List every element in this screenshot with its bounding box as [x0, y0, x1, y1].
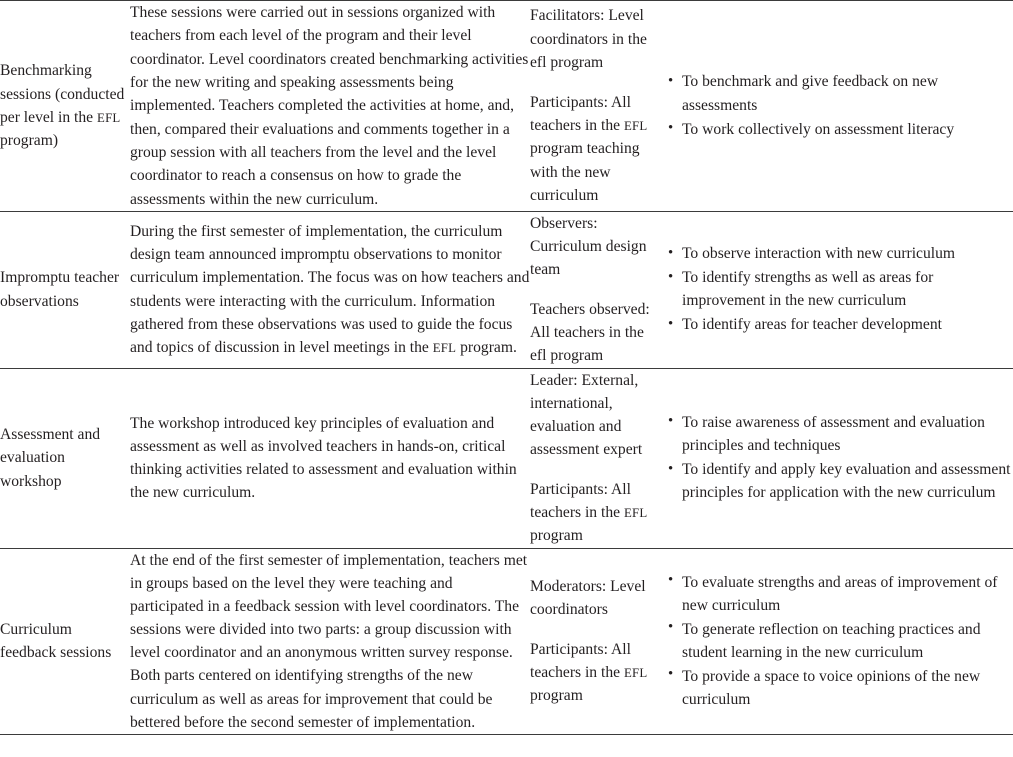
people-entry: [530, 369, 663, 462]
people-text-pre: Observers: Curriculum design team: [530, 214, 647, 279]
people-entry: [530, 212, 663, 282]
cell-objectives: [663, 368, 1013, 548]
objectives-list: [663, 571, 1013, 711]
description-text-post: program.: [456, 339, 517, 357]
cell-people: [530, 1, 663, 212]
table-body: [0, 1, 1013, 735]
objective-item: • To provide a space to voice opinions of the new curriculum: [682, 665, 1013, 711]
table-row: [0, 368, 1013, 548]
objective-item: • To work collectively on assessment literacy: [682, 118, 1013, 141]
activity-name: [0, 59, 130, 152]
cell-description: [130, 368, 530, 548]
activity-name: [0, 618, 130, 664]
objective-item: • To observe interaction with new curriculum: [682, 242, 1013, 265]
activity-text-post: program): [0, 132, 59, 150]
people-entry: [530, 4, 663, 74]
description-text-pre: During the first semester of implementation, the curriculum design team announced impromptu observations to monitor curriculum implementation. The focus was on how teachers and students were interacting with the curriculum. Information gathered from these observations was used to guide the focus and topics of discussion in level meetings in the: [130, 223, 530, 357]
objective-item: • To generate reflection on teaching practices and student learning in the new curriculum: [682, 618, 1013, 664]
activity-text-pre: Assessment and evaluation workshop: [0, 426, 101, 490]
people-entry: [530, 638, 663, 707]
activity-text-pre: Curriculum feedback sessions: [0, 621, 112, 662]
cell-description: [130, 548, 530, 734]
activity-text-pre: Impromptu teacher observations: [0, 269, 120, 310]
table-row: [0, 211, 1013, 368]
cell-activity: [0, 1, 130, 212]
activity-text-pre: Benchmarking sessions (conducted per level in the: [0, 62, 125, 126]
description-text: [130, 220, 530, 359]
people-entry: [530, 478, 663, 548]
people-entry: [530, 575, 663, 621]
people-acronym: EFL: [623, 506, 648, 521]
people-acronym: EFL: [623, 119, 648, 134]
cell-objectives: [663, 211, 1013, 368]
cell-people: [530, 211, 663, 368]
objective-item: • To evaluate strengths and areas of improvement of new curriculum: [682, 571, 1013, 617]
people-text-pre: Leader: External, international, evaluation and assessment expert: [530, 371, 643, 459]
cell-objectives: [663, 1, 1013, 212]
cell-people: [530, 368, 663, 548]
activity-acronym: EFL: [97, 110, 121, 125]
activity-name: [0, 423, 130, 493]
table-row: [0, 1, 1013, 212]
objectives-list: [663, 242, 1013, 336]
people-entry: [530, 91, 663, 208]
people-text-pre: Participants: All teachers in the: [530, 93, 631, 135]
description-text: The workshop introduced key principles of evaluation and assessment as well as involved teachers in hands-on, critical thinking activities related to assessment and evaluation within the new curriculum.: [130, 414, 517, 502]
table-row: [0, 548, 1013, 734]
description-acronym: EFL: [432, 341, 457, 356]
description-text: At the end of the first semester of implementation, teachers met in groups based on the level they were teaching and participated in a feedback session with level coordinators. The sessions were divided into two parts: a group discussion with level coordinator and an anonymous written survey response. Both parts centered on identifying strengths of the new curriculum as well as areas for improvement that could be bettered before the second semester of implementation.: [130, 551, 528, 731]
cell-activity: [0, 548, 130, 734]
people-text-pre: Teachers observed: All teachers in the efl program: [530, 300, 650, 365]
cell-description: [130, 1, 530, 212]
objectives-list: [663, 411, 1013, 505]
people-entry: [530, 298, 663, 368]
people-text-post: program: [530, 527, 583, 545]
cell-people: [530, 548, 663, 734]
objective-item: • To raise awareness of assessment and evaluation principles and techniques: [682, 411, 1013, 457]
people-text-pre: Participants: All teachers in the: [530, 640, 631, 681]
objective-item: • To identify and apply key evaluation and assessment principles for application with the new curriculum: [682, 458, 1013, 504]
people-text-pre: Participants: All teachers in the: [530, 480, 631, 522]
cell-description: [130, 211, 530, 368]
objective-item: • To benchmark and give feedback on new assessments: [682, 70, 1013, 117]
people-text-pre: Facilitators: Level coordinators in the efl program: [530, 7, 647, 72]
people-acronym: EFL: [623, 666, 648, 680]
cell-activity: [0, 211, 130, 368]
people-text-post: program teaching with the new curriculum: [530, 140, 640, 205]
cell-objectives: [663, 548, 1013, 734]
people-text-post: program: [530, 687, 583, 705]
objective-item: • To identify strengths as well as areas for improvement in the new curriculum: [682, 266, 1013, 312]
description-text: These sessions were carried out in sessions organized with teachers from each level of the program and their level coordinator. Level coordinators created benchmarking activities for the new writing and speaking assessments being implemented. Teachers completed the activities at home, and, then, compared their evaluations and comments together in a group session with all teachers from the level and the level coordinator to reach a consensus on how to grade the assessments within the new curriculum.: [130, 4, 529, 208]
people-text-pre: Moderators: Level coordinators: [530, 578, 646, 619]
activity-name: [0, 266, 130, 312]
objectives-list: [663, 70, 1013, 141]
cell-activity: [0, 368, 130, 548]
objective-item: • To identify areas for teacher development: [682, 313, 1013, 336]
